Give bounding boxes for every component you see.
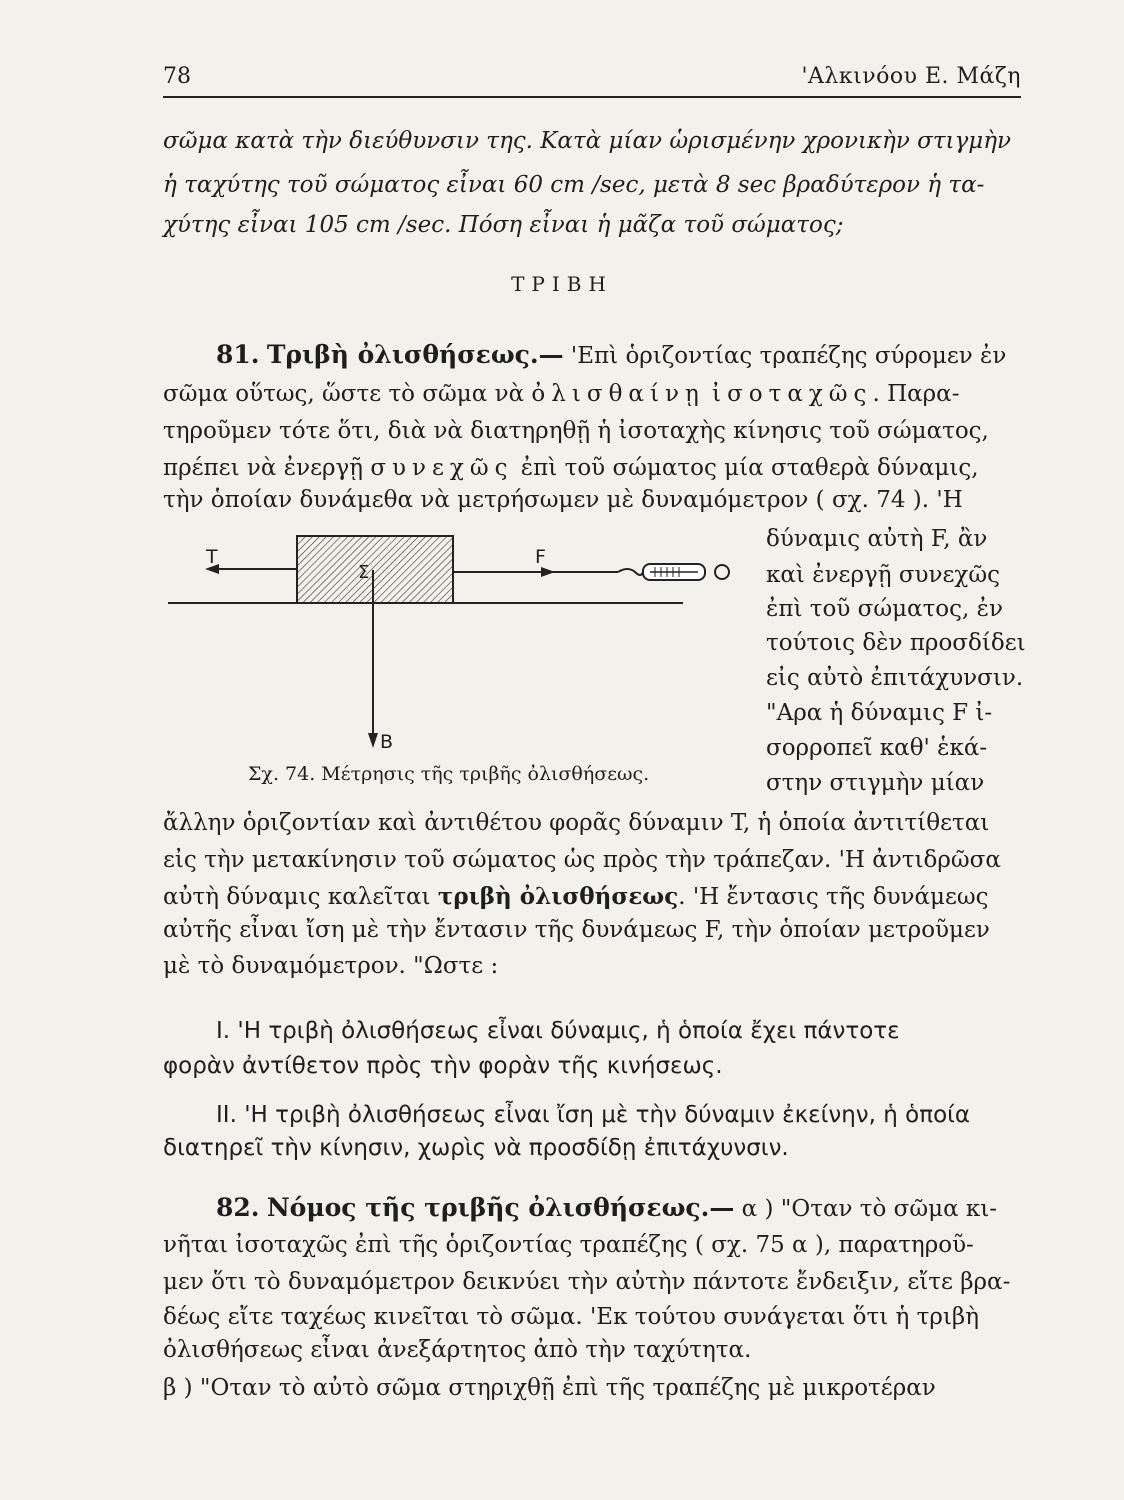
running-head: 'Αλκινόου Ε. Μάζη <box>801 64 1021 89</box>
para82-number: 82. <box>216 1193 260 1222</box>
law-II-line-2: διατηρεῖ τὴν κίνησιν, χωρὶς νὰ προσδίδῃ ἐπιτάχυνσιν. <box>163 1135 789 1161</box>
para81-number: 81. <box>216 340 260 369</box>
side-text-line-3: ἐπὶ τοῦ σώματος, ἐν <box>766 596 1003 622</box>
section-title: ΤΡΙΒΗ <box>511 272 613 296</box>
para81-line-3: τηροῦμεν τότε ὅτι, διὰ νὰ διατηρηθῇ ἡ ἰσοταχὴς κίνησις τοῦ σώματος, <box>163 418 989 444</box>
pull-arrow-head <box>541 567 555 577</box>
para81-line4-a: πρέπει νὰ ἐνεργῇ <box>163 455 371 481</box>
problem-line-2: ἡ ταχύτης τοῦ σώματος εἶναι 60 cm /sec, μετὰ 8 sec βραδύτερον ἡ τα- <box>163 172 985 198</box>
para81-line-2 <box>163 381 1029 407</box>
para81-spaced-word-1: ὀλισθαίνῃ <box>531 381 705 407</box>
para82-line-4: δέως εἴτε ταχέως κινεῖται τὸ σῶμα. 'Εκ τούτου συνάγεται ὅτι ἡ τριβὴ <box>163 1304 979 1330</box>
side-text-line-2: καὶ ἐνεργῇ συνεχῶς <box>766 562 1000 588</box>
para81-after-line-1: ἄλλην ὁριζοντίαν καὶ ἀντιθέτου φορᾶς δύναμιν T, ἡ ὁποία ἀντιτίθεται <box>163 810 990 836</box>
figure-label-F: F <box>535 546 546 568</box>
para81-line-1 <box>216 340 1029 369</box>
para81-after-line-4: αὐτῆς εἶναι ἴση μὲ τὴν ἔντασιν τῆς δυνάμεως F, τὴν ὁποίαν μετροῦμεν <box>163 917 990 943</box>
figure-label-S: Σ <box>358 562 370 583</box>
law-II-line-1: II. 'Η τριβὴ ὀλισθήσεως εἶναι ἴση μὲ τὴν δύναμιν ἐκείνην, ἡ ὁποία <box>216 1102 971 1128</box>
para82-title: Νόμος τῆς τριβῆς ὀλισθήσεως.— <box>266 1193 735 1222</box>
para82-line-1 <box>216 1193 1029 1222</box>
para82-line-2: νῆται ἰσοταχῶς ἐπὶ τῆς ὁριζοντίας τραπέζης ( σχ. 75 α ), παρατηροῦ- <box>163 1232 974 1258</box>
dynamometer <box>618 564 729 580</box>
para81-after-line3-a: αὐτὴ δύναμις καλεῖται <box>163 884 438 910</box>
friction-term-bold: τριβὴ ὀλισθήσεως <box>437 883 679 910</box>
para82-line-3: μεν ὅτι τὸ δυναμόμετρον δεικνύει τὴν αὐτὴν πάντοτε ἔνδειξιν, εἴτε βρα- <box>163 1269 1011 1295</box>
para82-line-5: ὀλισθήσεως εἶναι ἀνεξάρτητος ἀπὸ τὴν ταχύτητα. <box>163 1337 752 1363</box>
sliding-body <box>297 536 453 603</box>
para81-line2-a: σῶμα οὕτως, ὥστε τὸ σῶμα νὰ <box>163 381 532 407</box>
para82-line-6: β ) "Οταν τὸ αὐτὸ σῶμα στηριχθῇ ἐπὶ τῆς τραπέζης μὲ μικροτέραν <box>163 1375 936 1401</box>
para81-line-4 <box>163 455 1029 481</box>
para81-after-line-5: μὲ τὸ δυναμόμετρον. "Ωστε : <box>163 953 499 979</box>
para81-line1-rest: 'Επὶ ὁριζοντίας τραπέζης σύρομεν ἐν <box>563 343 1007 369</box>
weight-arrow-head <box>368 733 378 748</box>
side-text-line-8: στην στιγμὴν μίαν <box>766 770 985 796</box>
page-number: 78 <box>163 64 191 89</box>
figure-label-B: B <box>380 731 394 753</box>
side-text-line-6: "Αρα ἡ δύναμις F ἰ- <box>766 700 993 726</box>
para81-after-line-3 <box>163 883 1029 910</box>
friction-diagram <box>163 530 763 755</box>
para82-line1-rest: α ) "Οταν τὸ σῶμα κι- <box>734 1196 998 1222</box>
page-header <box>163 62 1021 98</box>
para81-line2-c: . Παρα- <box>872 381 960 407</box>
side-text-line-5: εἰς αὐτὸ ἐπιτάχυνσιν. <box>766 665 1024 691</box>
problem-line-3: χύτης εἶναι 105 cm /sec. Πόση εἶναι ἡ μᾶζα τοῦ σώματος; <box>163 212 844 238</box>
para81-spaced-word-3: συνεχῶς <box>370 455 514 481</box>
law-I-line-2: φορὰν ἀντίθετον πρὸς τὴν φορὰν τῆς κινήσεως. <box>163 1053 723 1079</box>
side-text-line-1: δύναμις αὐτὴ F, ἂν <box>766 526 988 552</box>
para81-spaced-word-2: ἰσοταχῶς <box>712 381 873 407</box>
side-text-line-4: τούτοις δὲν προσδίδει <box>766 630 1026 656</box>
figure-caption: Σχ. 74. Μέτρησις τῆς τριβῆς ὀλισθήσεως. <box>248 763 650 785</box>
law-I-line-1: I. 'Η τριβὴ ὀλισθήσεως εἶναι δύναμις, ἡ ὁποία ἔχει πάντοτε <box>216 1018 900 1044</box>
para81-line4-b: ἐπὶ τοῦ σώματος μία σταθερὰ δύναμις, <box>513 455 979 481</box>
para81-after-line-2: εἰς τὴν μετακίνησιν τοῦ σώματος ὡς πρὸς τὴν τράπεζαν. 'Η ἀντιδρῶσα <box>163 847 1001 873</box>
problem-line-1: σῶμα κατὰ τὴν διεύθυνσιν της. Κατὰ μίαν ὡρισμένην χρονικὴν στιγμὴν <box>163 128 1012 154</box>
figure-label-T: T <box>206 546 218 568</box>
para81-title: Τριβὴ ὀλισθήσεως.— <box>266 340 564 369</box>
side-text-line-7: σορροπεῖ καθ' ἑκά- <box>766 735 988 761</box>
para81-line2-b <box>705 381 712 407</box>
para81-after-line3-b: . 'Η ἔντασις τῆς δυνάμεως <box>678 884 989 910</box>
para81-line-5: τὴν ὁποίαν δυνάμεθα νὰ μετρήσωμεν μὲ δυναμόμετρον ( σχ. 74 ). 'Η <box>163 487 963 513</box>
